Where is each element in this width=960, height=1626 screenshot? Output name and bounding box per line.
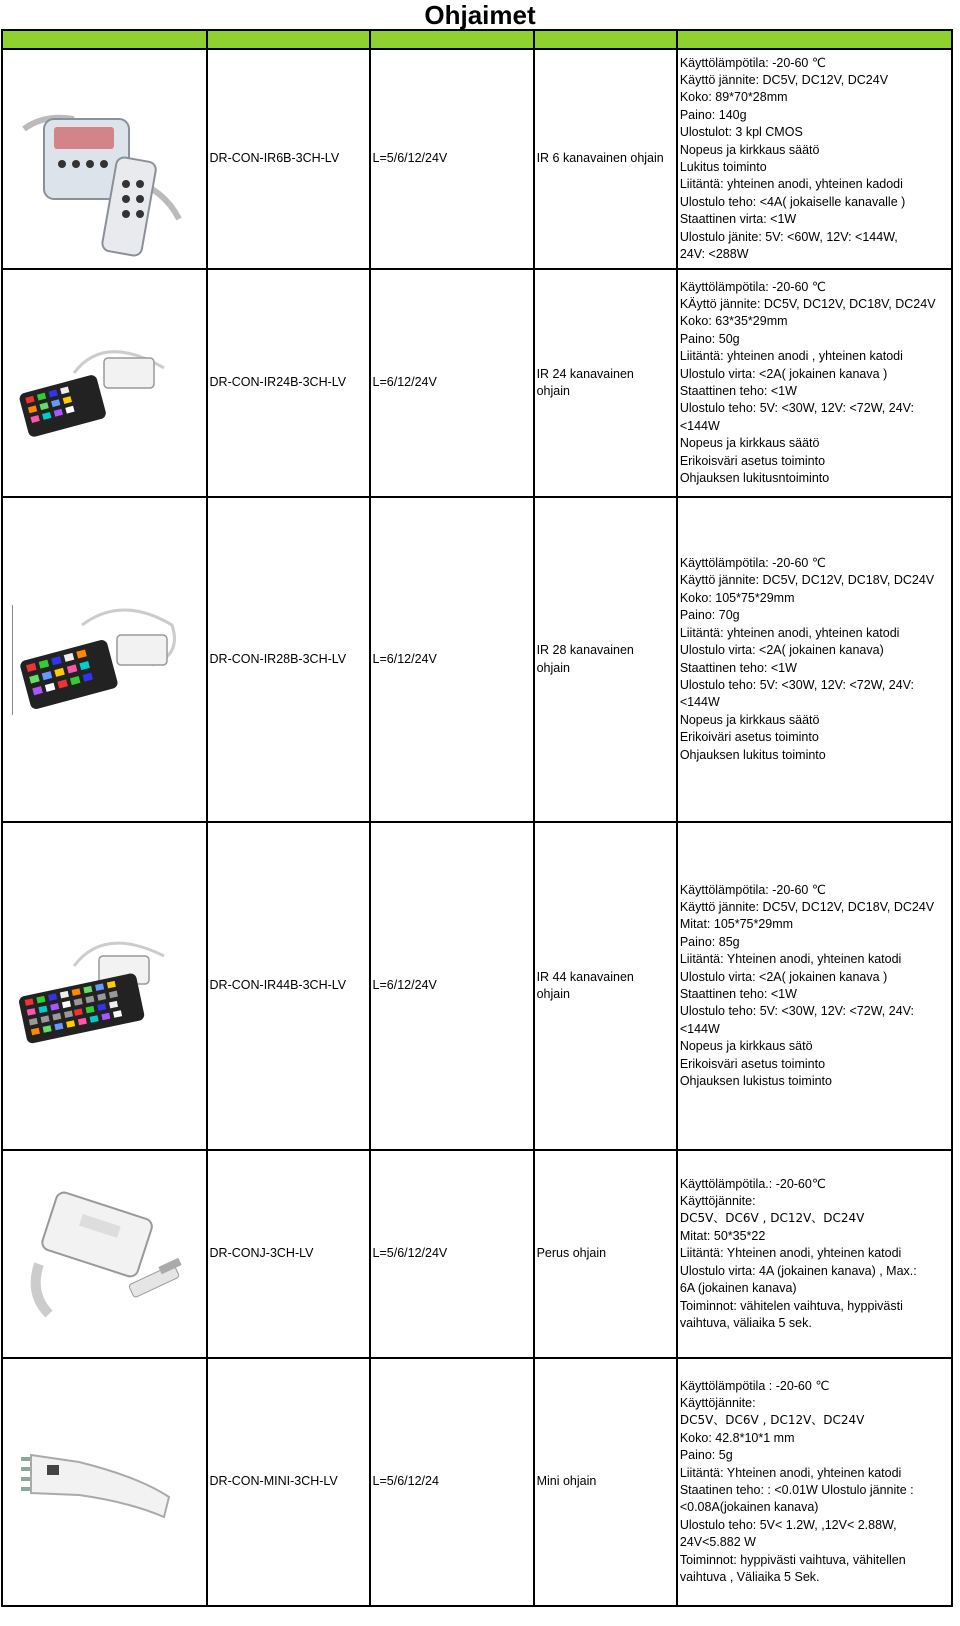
product-image-cell <box>2 1150 207 1358</box>
spec-line: Lukitus toiminto <box>679 160 767 174</box>
spec-line: DC5V、DC6V , DC12V、DC24V <box>679 1413 865 1428</box>
spec-line: Erikoiväri asetus toiminto <box>679 730 819 745</box>
spec-line: Käyttölämpötila: -20-60 ℃ <box>679 556 826 571</box>
spec-line: Koko: 42.8*10*1 mm <box>679 1430 795 1445</box>
spec-line: Ulostulo teho: <4A( jokaiselle kanavalle ) <box>679 194 906 209</box>
product-image-cell <box>2 497 207 822</box>
description-line: IR 44 kanavainen ohjain <box>536 969 634 1001</box>
spec-line: Koko: 63*35*29mm <box>679 314 788 329</box>
spec-line: KÄyttö jännite: DC5V, DC12V, DC18V, DC24V <box>679 296 936 311</box>
spec-line: Mitat: 50*35*22 <box>679 1228 766 1243</box>
table-row <box>2 1150 952 1358</box>
page-title: Ohjaimet <box>424 0 536 30</box>
spec-line: Käyttölämpötila : -20-60 ℃ <box>679 1378 830 1393</box>
model-cell: DR-CON-IR6B-3CH-LV <box>207 49 370 269</box>
spec-line: Paino: 85g <box>679 934 740 949</box>
spec-line: 6A (jokainen kanava) <box>679 1281 797 1296</box>
spec-line: Ulostulo virta: 4A (jokainen kanava) , Max.: <box>679 1263 917 1278</box>
header-cell <box>370 30 534 49</box>
model-cell: DR-CON-MINI-3CH-LV <box>207 1358 370 1606</box>
spec-line: Liitäntä: Yhteinen anodi, yhteinen katodi <box>679 952 902 967</box>
spec-line: Nopeus ja kirkkaus säätö <box>679 712 820 727</box>
table-row <box>2 49 952 269</box>
spec-line: Liitäntä: yhteinen anodi, yhteinen katodi <box>679 625 900 640</box>
spec-line: Nopeus ja kirkkaus sätö <box>679 1039 813 1054</box>
spec-line: Ulostulo teho: 5V: <30W, 12V: <72W, 24V: <box>679 677 914 692</box>
table-row <box>2 822 952 1150</box>
spec-line: Mitat: 105*75*29mm <box>679 917 794 932</box>
product-image-cell <box>2 1358 207 1606</box>
voltage-cell: L=5/6/12/24V <box>370 1150 534 1358</box>
spec-line: vaihtuva , Väliaika 5 Sek. <box>679 1570 820 1585</box>
product-image-cell <box>2 269 207 497</box>
spec-line: Nopeus ja kirkkaus säätö <box>679 142 820 157</box>
spec-line: Ohjauksen lukitusntoiminto <box>679 471 830 486</box>
model-cell: DR-CON-IR28B-3CH-LV <box>207 497 370 822</box>
description-line: IR 28 kanavainen ohjain <box>536 643 634 675</box>
spec-line: Erikoisväri asetus toiminto <box>679 453 826 468</box>
spec-line: Ulostulo teho: 5V: <30W, 12V: <72W, 24V: <box>679 401 914 416</box>
table-header-row <box>2 30 952 49</box>
spec-line: Liitäntä: Yhteinen anodi, yhteinen katodi <box>679 1465 902 1480</box>
spec-line: Ulostulo virta: <2A( jokainen kanava ) <box>679 366 888 381</box>
spec-line: Ohjauksen lukistus toiminto <box>679 1074 832 1089</box>
voltage-cell: L=6/12/24V <box>370 497 534 822</box>
spec-cell <box>677 49 952 269</box>
spec-line: Paino: 50g <box>679 331 740 346</box>
spec-line: Staattinen teho: <1W <box>679 384 797 398</box>
model-cell: DR-CONJ-3CH-LV <box>207 1150 370 1358</box>
mini-controller-photo-icon <box>19 1427 189 1537</box>
description-line: IR 24 kanavainen ohjain <box>536 366 634 398</box>
table-row <box>2 269 952 497</box>
spec-line: Erikoisväri asetus toiminto <box>679 1056 826 1071</box>
spec-line: Käyttölämpötila: -20-60 ℃ <box>679 279 826 294</box>
spec-line: Toiminnot: hyppivästi vaihtuva, vähitellen <box>679 1552 906 1567</box>
spec-line: Ulostulo virta: <2A( jokainen kanava ) <box>679 969 888 984</box>
spec-line: Paino: 70g <box>679 608 740 623</box>
ir24-controller-photo-icon <box>14 323 194 443</box>
header-cell <box>2 30 207 49</box>
spec-line: DC5V、DC6V , DC12V、DC24V <box>679 1211 865 1226</box>
spec-line: Paino: 140g <box>679 107 747 122</box>
model-cell: DR-CON-IR24B-3CH-LV <box>207 269 370 497</box>
spec-line: Käyttölämpötila: -20-60 ℃ <box>679 882 826 897</box>
description-cell: Mini ohjain <box>534 1358 677 1606</box>
product-image-cell <box>2 49 207 269</box>
spec-cell <box>677 497 952 822</box>
header-cell <box>677 30 952 49</box>
spec-cell <box>677 1358 952 1606</box>
spec-line: Käyttölämpötila.: -20-60℃ <box>679 1176 826 1191</box>
description-cell <box>534 497 677 822</box>
spec-line: Liitäntä: yhteinen anodi , yhteinen katodi <box>679 349 903 364</box>
voltage-cell: L=6/12/24V <box>370 822 534 1150</box>
spec-line: Staattinen virta: <1W <box>679 212 797 227</box>
spec-line: Käyttö jännite: DC5V, DC12V, DC24V <box>679 72 889 87</box>
ir6-controller-photo-icon <box>14 59 194 259</box>
spec-line: Ulostulo jänite: 5V: <60W, 12V: <144W, <box>679 229 898 244</box>
spec-line: <144W <box>679 418 720 433</box>
product-table <box>1 29 953 1607</box>
spec-line: 24V: <288W <box>679 247 749 262</box>
product-image-cell <box>2 822 207 1150</box>
spec-line: Staatinen teho: : <0.01W Ulostulo jännite : <box>679 1483 914 1497</box>
model-cell: DR-CON-IR44B-3CH-LV <box>207 822 370 1150</box>
spec-line: <144W <box>679 1021 720 1036</box>
ir44-controller-photo-icon <box>14 926 194 1046</box>
spec-line: Liitäntä: Yhteinen anodi, yhteinen katodi <box>679 1246 902 1261</box>
spec-cell <box>677 822 952 1150</box>
spec-line: 24V<5.882 W <box>679 1535 756 1550</box>
spec-line: vaihtuva, väliaika 5 sek. <box>679 1315 812 1330</box>
spec-line: Koko: 105*75*29mm <box>679 590 795 605</box>
table-row <box>2 497 952 822</box>
spec-line: <144W <box>679 695 720 710</box>
spec-line: Ohjauksen lukitus toiminto <box>679 747 826 762</box>
spec-line: Ulostulo virta: <2A( jokainen kanava) <box>679 643 884 658</box>
table-row <box>2 1358 952 1606</box>
spec-line: Käyttö jännite: DC5V, DC12V, DC18V, DC24V <box>679 573 935 588</box>
spec-line: Käyttöjännite: <box>679 1194 756 1209</box>
header-cell <box>207 30 370 49</box>
spec-line: Staattinen teho: <1W <box>679 660 797 675</box>
spec-line: Liitäntä: yhteinen anodi, yhteinen kadodi <box>679 177 903 192</box>
spec-line: Käyttöjännite: <box>679 1395 756 1410</box>
spec-line: Nopeus ja kirkkaus säätö <box>679 436 820 451</box>
basic-controller-photo-icon <box>19 1184 189 1324</box>
spec-line: Paino: 5g <box>679 1448 733 1463</box>
voltage-cell: L=6/12/24V <box>370 269 534 497</box>
description-cell <box>534 269 677 497</box>
description-cell: Perus ohjain <box>534 1150 677 1358</box>
ir28-controller-photo-icon <box>12 595 197 725</box>
spec-line: Ulostulo teho: 5V< 1.2W, ,12V< 2.88W, <box>679 1517 897 1532</box>
description-cell: IR 6 kanavainen ohjain <box>534 49 677 269</box>
voltage-cell: L=5/6/12/24V <box>370 49 534 269</box>
spec-cell <box>677 269 952 497</box>
spec-line: <0.08A(jokainen kanava) <box>679 1500 819 1515</box>
spec-line: Ulostulo teho: 5V: <30W, 12V: <72W, 24V: <box>679 1004 914 1019</box>
spec-line: Staattinen teho: <1W <box>679 987 797 1001</box>
spec-cell <box>677 1150 952 1358</box>
voltage-cell: L=5/6/12/24 <box>370 1358 534 1606</box>
header-cell <box>534 30 677 49</box>
spec-line: Toiminnot: vähitelen vaihtuva, hyppivästi <box>679 1298 903 1313</box>
spec-line: Koko: 89*70*28mm <box>679 90 788 105</box>
spec-line: Käyttölämpötila: -20-60 ℃ <box>679 55 826 70</box>
spec-line: Ulostulot: 3 kpl CMOS <box>679 125 803 140</box>
description-cell <box>534 822 677 1150</box>
spec-line: Käyttö jännite: DC5V, DC12V, DC18V, DC24V <box>679 899 935 914</box>
